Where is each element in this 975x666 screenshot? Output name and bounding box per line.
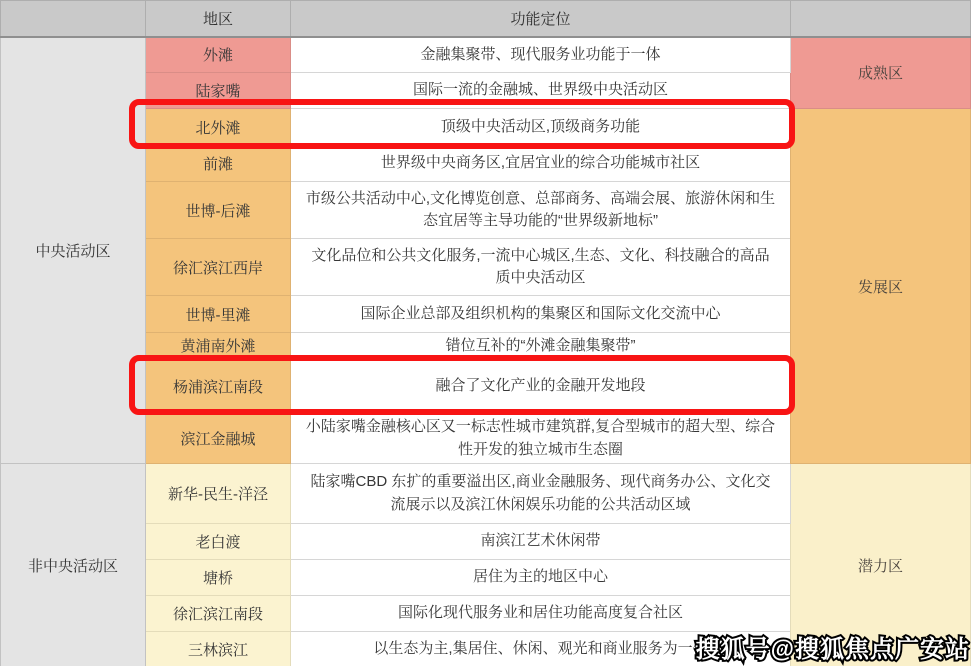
function-cell: 错位互补的“外滩金融集聚带” [291,333,791,359]
column-header-group-blank [1,1,146,37]
zone-cell-potential: 潜力区 [791,464,971,666]
function-cell: 南滨江艺术休闲带 [291,524,791,560]
group-cell-non-central-activity-area: 非中央活动区 [1,464,146,666]
table-row [1,464,971,524]
region-cell: 徐汇滨江南段 [146,596,291,632]
region-cell: 前滩 [146,146,291,182]
region-cell: 徐汇滨江西岸 [146,239,291,296]
function-cell: 国际企业总部及组织机构的集聚区和国际文化交流中心 [291,296,791,333]
region-cell: 老白渡 [146,524,291,560]
function-cell: 文化品位和公共文化服务,一流中心城区,生态、文化、科技融合的高品质中央活动区 [291,239,791,296]
table-row [1,37,971,73]
function-cell: 融合了文化产业的金融开发地段 [291,359,791,414]
function-cell: 市级公共活动中心,文化博览创意、总部商务、高端会展、旅游休闲和生态宜居等主导功能的“世界级新地标” [291,182,791,239]
function-cell: 小陆家嘴金融核心区又一标志性城市建筑群,复合型城市的超大型、综合性开发的独立城市生态圈 [291,414,791,464]
region-cell: 北外滩 [146,109,291,146]
region-cell: 陆家嘴 [146,73,291,109]
region-cell: 黄浦南外滩 [146,333,291,359]
region-cell: 杨浦滨江南段 [146,359,291,414]
function-cell: 国际一流的金融城、世界级中央活动区 [291,73,791,109]
function-cell: 居住为主的地区中心 [291,560,791,596]
group-cell-central-activity-area: 中央活动区 [1,37,146,464]
function-cell: 世界级中央商务区,宜居宜业的综合功能城市社区 [291,146,791,182]
function-cell: 以生态为主,集居住、休闲、观光和商业服务为一体 [291,632,791,666]
region-cell: 世博-后滩 [146,182,291,239]
region-cell: 新华-民生-洋泾 [146,464,291,524]
function-cell: 陆家嘴CBD 东扩的重要溢出区,商业金融服务、现代商务办公、文化交流展示以及滨江休闲娱乐功能的公共活动区域 [291,464,791,524]
region-cell: 外滩 [146,37,291,73]
function-cell: 金融集聚带、现代服务业功能于一体 [291,37,791,73]
column-header-zone-blank [791,1,971,37]
region-cell: 滨江金融城 [146,414,291,464]
function-cell: 顶级中央活动区,顶级商务功能 [291,109,791,146]
column-header-function: 功能定位 [291,1,791,37]
column-header-region: 地区 [146,1,291,37]
table-row [1,109,971,146]
table-header-row [1,1,971,37]
zone-cell-development: 发展区 [791,109,971,464]
function-cell: 国际化现代服务业和居住功能高度复合社区 [291,596,791,632]
zone-cell-mature: 成熟区 [791,37,971,109]
watermark-text: 搜狐号@搜狐焦点广安站 [695,636,970,663]
region-cell: 塘桥 [146,560,291,596]
region-cell: 世博-里滩 [146,296,291,333]
region-cell: 三林滨江 [146,632,291,666]
